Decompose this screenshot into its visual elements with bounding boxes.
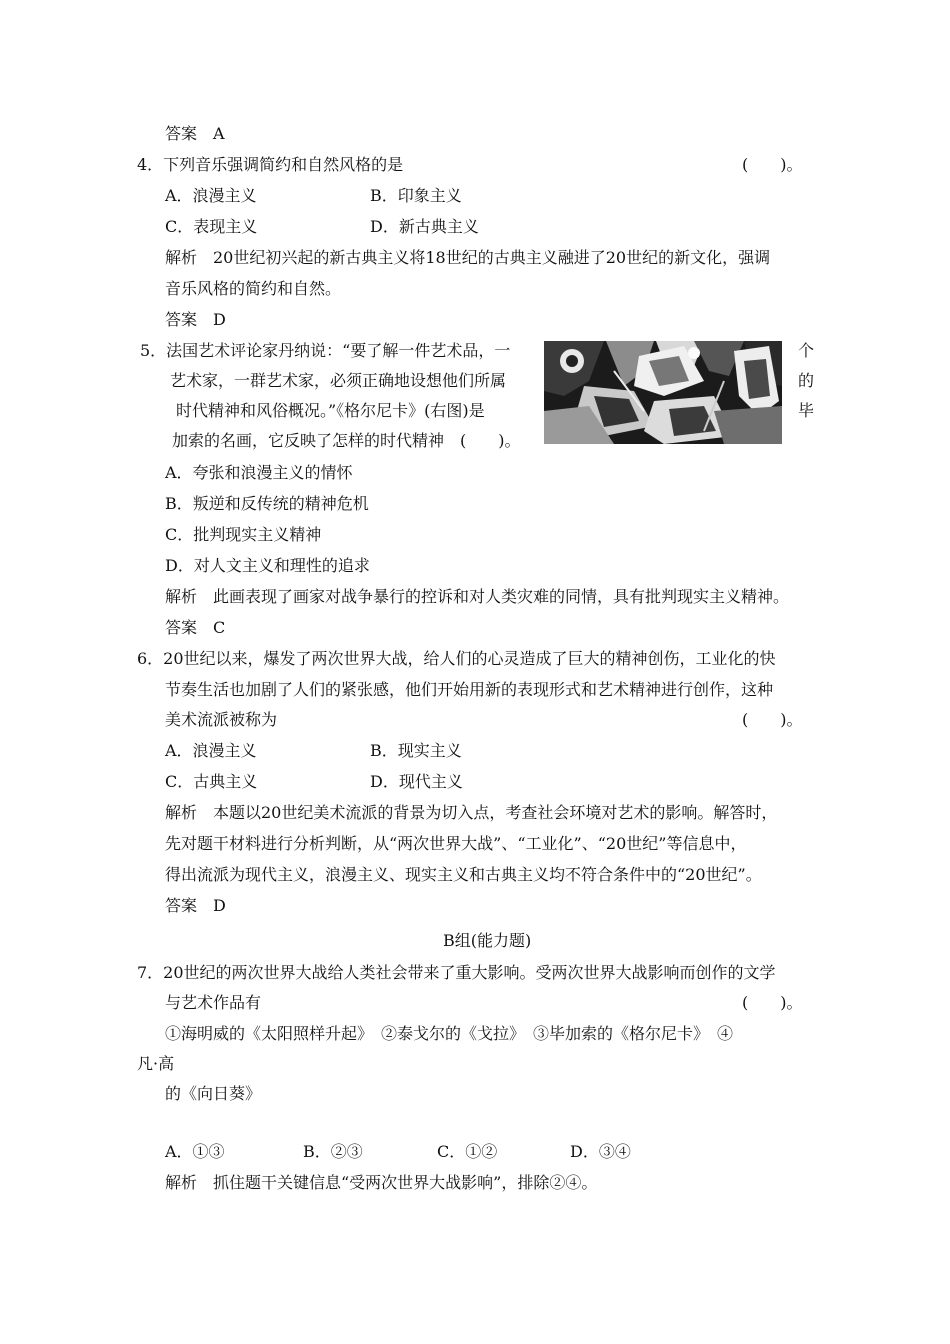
q6-analysis-line-2: 先对题干材料进行分析判断，从“两次世界大战”、“工业化”、“20世纪”等信息中， — [165, 834, 747, 853]
q6-answer-paren: ( )。 — [742, 710, 803, 729]
q6-option-d: D．现代主义 — [370, 772, 463, 791]
q5-option-c: C．批判现实主义精神 — [165, 525, 322, 544]
q4-answer-paren: ( )。 — [742, 155, 803, 174]
q5-stem-line-2: 艺术家，一群艺术家，必须正确地设想他们所属 — [170, 371, 507, 390]
q4-stem: 4．下列音乐强调简约和自然风格的是 — [137, 155, 404, 174]
q3-answer: 答案 A — [165, 124, 225, 143]
q5-stem-line-1-tail: 个 — [798, 341, 815, 360]
section-b-title: B组(能力题) — [443, 931, 532, 950]
q5-option-a: A．夸张和浪漫主义的情怀 — [165, 463, 353, 482]
q5-answer: 答案 C — [165, 618, 226, 637]
q4-analysis-line-2: 音乐风格的简约和自然。 — [165, 279, 342, 298]
q6-option-c: C．古典主义 — [165, 772, 258, 791]
q7-analysis: 解析 抓住题干关键信息“受两次世界大战影响”，排除②④。 — [165, 1173, 598, 1192]
q7-items-line-2: 凡·高 — [137, 1054, 175, 1073]
q7-option-d: D．③④ — [570, 1142, 631, 1161]
q6-option-a: A．浪漫主义 — [165, 741, 257, 760]
q5-stem-line-1: 5．法国艺术评论家丹纳说：“要了解一件艺术品，一 — [140, 341, 511, 360]
q4-analysis-line-1: 解析 20世纪初兴起的新古典主义将18世纪的古典主义融进了20世纪的新文化，强调 — [165, 248, 771, 267]
q4-option-c: C．表现主义 — [165, 217, 258, 236]
q7-stem-line-2: 与艺术作品有 — [165, 993, 262, 1012]
q6-stem-line-2: 节奏生活也加剧了人们的紧张感，他们开始用新的表现形式和艺术精神进行创作，这种 — [165, 680, 774, 699]
q4-answer: 答案 D — [165, 310, 226, 329]
q6-stem-line-1: 6．20世纪以来，爆发了两次世界大战，给人们的心灵造成了巨大的精神创伤，工业化的快 — [137, 649, 776, 668]
q5-stem-line-4: 加索的名画，它反映了怎样的时代精神 ( )。 — [172, 431, 521, 450]
q7-stem-line-1: 7．20世纪的两次世界大战给人类社会带来了重大影响。受两次世界大战影响而创作的文学 — [137, 963, 776, 982]
q7-items-line: ①海明威的《太阳照样升起》 ②泰戈尔的《戈拉》 ③毕加索的《格尔尼卡》 ④ — [165, 1024, 734, 1043]
q7-option-c: C．①② — [437, 1142, 498, 1161]
q7-answer-paren: ( )。 — [742, 993, 803, 1012]
q5-analysis: 解析 此画表现了画家对战争暴行的控诉和对人类灾难的同情，具有批判现实主义精神。 — [165, 587, 790, 606]
q7-option-b: B．②③ — [303, 1142, 363, 1161]
q6-analysis-line-3: 得出流派为现代主义，浪漫主义、现实主义和古典主义均不符合条件中的“20世纪”。 — [165, 865, 762, 884]
q5-stem-line-3: 时代精神和风俗概况。”《格尔尼卡》(右图)是 — [176, 401, 485, 420]
q5-option-d: D．对人文主义和理性的追求 — [165, 556, 370, 575]
q5-stem-line-3-tail: 毕 — [798, 401, 815, 420]
guernica-image — [544, 341, 782, 444]
q4-option-a: A．浪漫主义 — [165, 186, 257, 205]
q4-option-d: D．新古典主义 — [370, 217, 479, 236]
q4-option-b: B．印象主义 — [370, 186, 462, 205]
q6-analysis-line-1: 解析 本题以20世纪美术流派的背景为切入点，考查社会环境对艺术的影响。解答时， — [165, 803, 778, 822]
q7-option-a: A．①③ — [165, 1142, 225, 1161]
q7-items-line-3: 的《向日葵》 — [165, 1084, 262, 1103]
q6-answer: 答案 D — [165, 896, 226, 915]
q5-option-b: B．叛逆和反传统的精神危机 — [165, 494, 369, 513]
q6-option-b: B．现实主义 — [370, 741, 462, 760]
q6-stem-line-3: 美术流派被称为 — [165, 710, 278, 729]
q5-stem-line-2-tail: 的 — [798, 371, 815, 390]
